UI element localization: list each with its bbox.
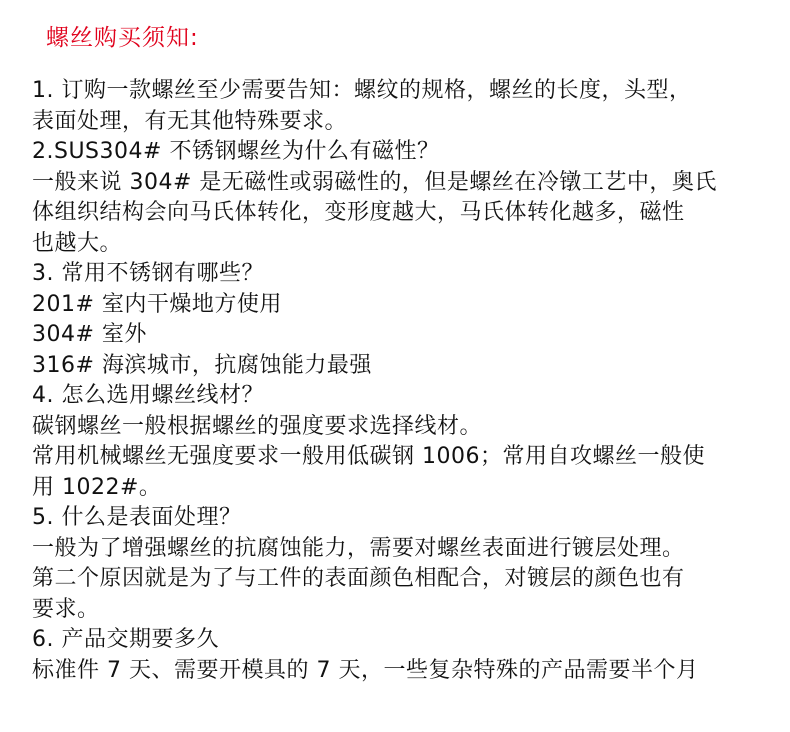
body-line: 201# 室内干燥地方使用: [32, 291, 282, 317]
body-line: 5. 什么是表面处理？: [32, 505, 242, 530]
body-line: 表面处理，有无其他特殊要求。: [32, 108, 348, 134]
notice-body: [32, 76, 782, 686]
body-line: 常用机械螺丝无强度要求一般用低碳钢 1006；常用自攻螺丝一般使: [32, 444, 705, 469]
body-line: 要求。: [32, 596, 100, 622]
body-line: 3. 常用不锈钢有哪些？: [32, 261, 264, 286]
body-line: 标准件 7 天、需要开模具的 7 天，一些复杂特殊的产品需要半个月: [32, 657, 699, 683]
body-line: 316# 海滨城市，抗腐蚀能力最强: [32, 352, 372, 378]
body-line: 用 1022#。: [32, 474, 162, 500]
body-line: 第二个原因就是为了与工件的表面颜色相配合，对镀层的颜色也有: [32, 566, 685, 591]
body-line: 2.SUS304# 不锈钢螺丝为什么有磁性？: [32, 139, 440, 164]
page-title: 螺丝购买须知:: [46, 25, 199, 51]
body-line: 一般为了增强螺丝的抗腐蚀能力，需要对螺丝表面进行镀层处理。: [32, 535, 685, 561]
body-line: 1. 订购一款螺丝至少需要告知：螺纹的规格，螺丝的长度，头型，: [32, 78, 692, 103]
body-line: 碳钢螺丝一般根据螺丝的强度要求选择线材。: [32, 413, 483, 439]
body-line: 4. 怎么选用螺丝线材？: [32, 383, 264, 408]
body-line: 6. 产品交期要多久: [32, 627, 219, 652]
body-line: 体组织结构会向马氏体转化，变形度越大，马氏体转化越多，磁性: [32, 200, 685, 225]
body-line: 也越大。: [32, 230, 123, 256]
body-line: 一般来说 304# 是无磁性或弱磁性的，但是螺丝在冷镦工艺中，奥氏: [32, 169, 717, 195]
body-line: 304# 室外: [32, 322, 147, 347]
